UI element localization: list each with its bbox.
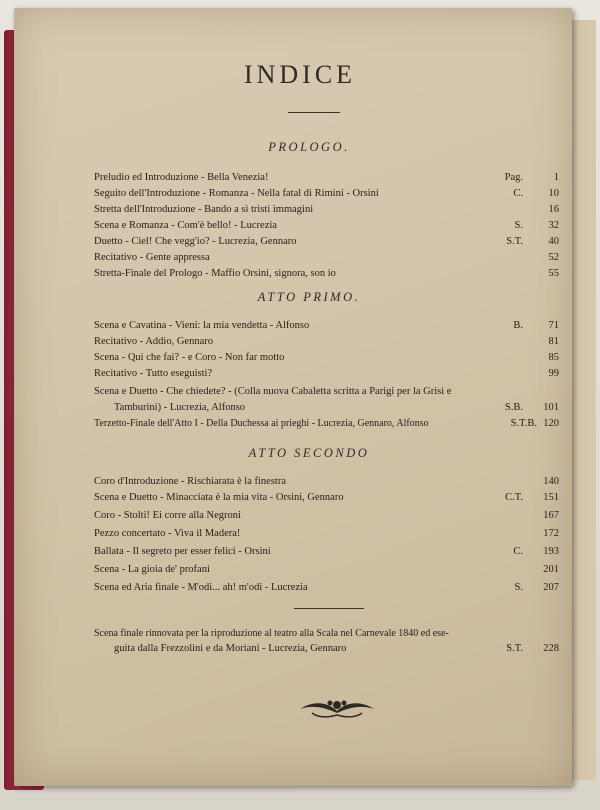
title-rule [288,112,340,113]
section-rule [294,608,364,609]
section-heading-atto-primo: ATTO PRIMO. [257,290,361,304]
voice-mark: S.B. [504,402,523,413]
page-number: 167 [543,510,559,521]
entry-title: Seguito dell'Introduzione - Romanza - Nella fatal di Rimini - Orsini [94,188,379,199]
voice-mark: B. [513,320,523,331]
voice-mark: S.T.B. [510,418,537,429]
section-heading-atto-secondo: ATTO SECONDO [248,446,370,460]
page-number: 40 [548,236,559,247]
entry-title: Stretta dell'Introduzione - Bando a sì tristi immagini [94,204,314,215]
voice-mark: S.T. [506,643,523,654]
entry-title: Duetto - Ciel! Che vegg'io? - Lucrezia, Gennaro [94,236,297,247]
voice-mark: S. [514,220,523,231]
entry-title: Recitativo - Addio, Gennaro [94,336,213,347]
page-title: INDICE [243,60,357,89]
voice-mark: C. [513,546,523,557]
page-number: 228 [543,643,559,654]
section-heading-prologo: PROLOGO. [268,140,350,154]
entry-title: Terzetto-Finale dell'Atto I - Della Duchessa ai prieghi - Lucrezia, Gennaro, Alfonso [94,418,429,429]
voice-mark: S. [514,582,523,593]
entry-title: Scena - La gioia de' profani [94,564,210,575]
page-number: 151 [543,492,559,503]
page-number: 16 [548,204,559,215]
page-number: 55 [548,268,559,279]
page-number: 140 [543,476,559,487]
page-number: 201 [543,564,559,575]
page-number: 172 [543,528,559,539]
page-number: 32 [548,220,559,231]
page-number: 207 [543,582,559,593]
final-note-line-1: Scena finale rinnovata per la riproduzione al teatro alla Scala nel Carnevale 1840 ed ese- [94,628,449,639]
entry-title: Scena - Qui che fai? - e Coro - Non far motto [94,352,285,363]
book-page [14,8,572,786]
floral-ornament-icon [292,695,382,725]
page-number: 85 [548,352,559,363]
entry-title: Ballata - Il segreto per esser felici - Orsini [94,546,271,557]
entry-title: Scena e Cavatina - Vieni: la mia vendetta - Alfonso [94,320,310,331]
page-number: 81 [548,336,559,347]
voice-mark: C. [513,188,523,199]
entry-title: Coro d'Introduzione - Rischiarata è la finestra [94,476,286,487]
page-number: 71 [548,320,559,331]
entry-title: Scena ed Aria finale - M'odi... ah! m'odi - Lucrezia [94,582,308,593]
page-number: 101 [543,402,559,413]
entry-title: Pezzo concertato - Viva il Madera! [94,528,241,539]
entry-title: Scena e Romanza - Com'è bello! - Lucrezia [94,220,277,231]
entry-title: Stretta-Finale del Prologo - Maffio Orsini, signora, son io [94,268,336,279]
voice-mark: S.T. [506,236,523,247]
page-number: 10 [548,188,559,199]
voice-mark: C.T. [505,492,523,503]
voice-mark: Pag. [504,172,523,183]
page-number: 1 [553,172,559,183]
page-number: 99 [548,368,559,379]
page-number: 193 [543,546,559,557]
entry-title: Scena e Duetto - Minacciata è la mia vita - Orsini, Gennaro [94,492,344,503]
entry-title: Scena e Duetto - Che chiedete? - (Colla nuova Cabaletta scritta a Parigi per la Grisi e [94,386,452,397]
entry-title: Recitativo - Gente appressa [94,252,210,263]
entry-title: Preludio ed Introduzione - Bella Venezia! [94,172,269,183]
entry-title: Tamburini) - Lucrezia, Alfonso [114,402,246,413]
page-number: 52 [548,252,559,263]
page-number: 120 [543,418,559,429]
entry-title: Coro - Stolti! Ei corre alla Negroni [94,510,241,521]
entry-title: Recitativo - Tutto eseguisti? [94,368,213,379]
final-note-line-2: guita dalla Frezzolini e da Moriani - Lucrezia, Gennaro [114,643,347,654]
